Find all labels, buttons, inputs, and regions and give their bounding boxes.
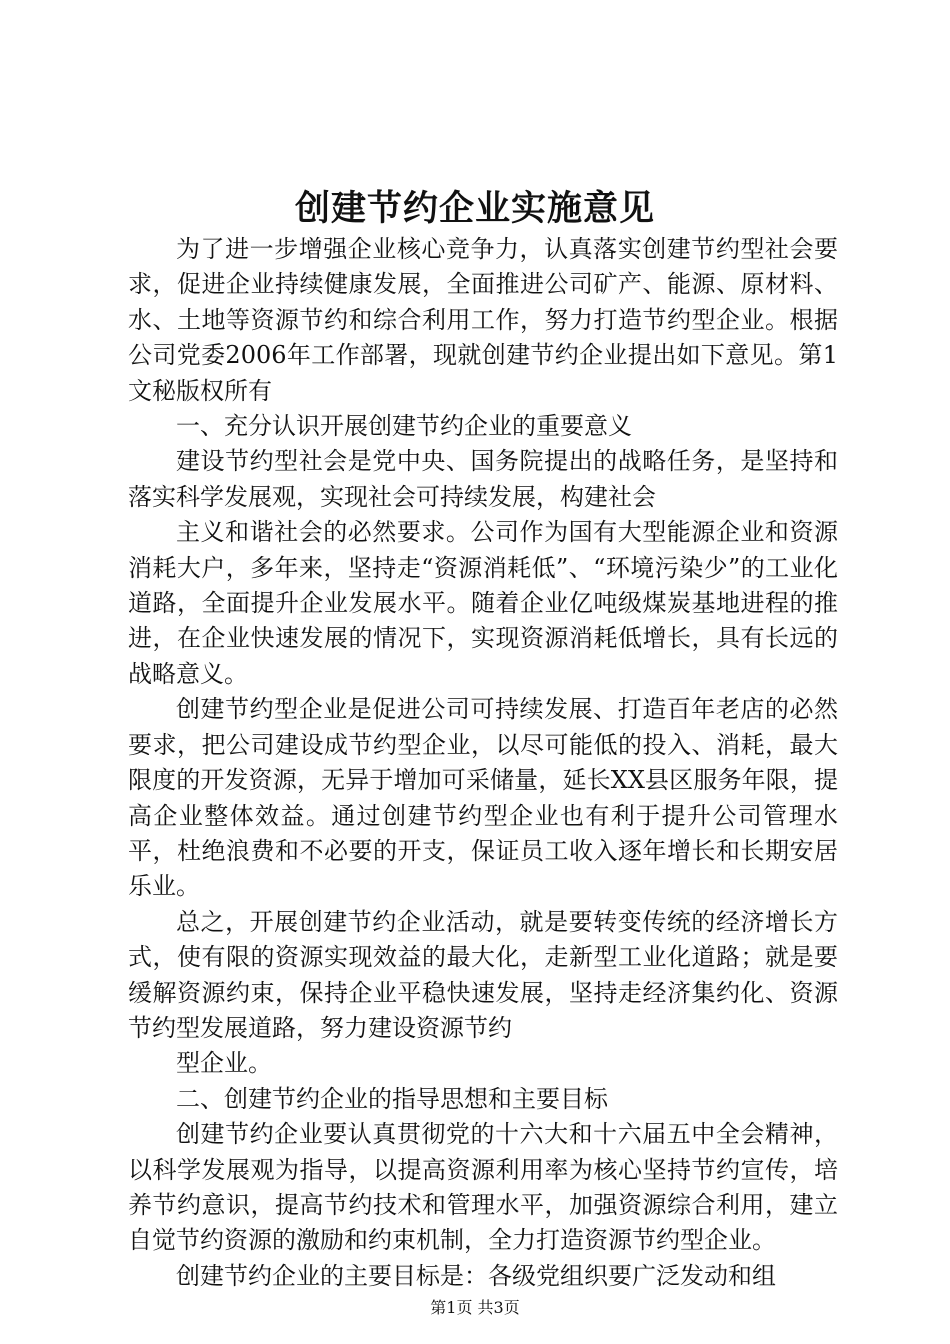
document-body	[128, 232, 838, 1294]
paragraph: 创建节约型企业是促进公司可持续发展、打造百年老店的必然要求，把公司建设成节约型企业，以尽可能低的投入、消耗，最大限度的开发资源，无异于增加可采储量，延长XX县区服务年限，提高企业整体效益。通过创建节约型企业也有利于提升公司管理水平，杜绝浪费和不必要的开支，保证员工收入逐年增长和长期安居乐业。	[128, 695, 838, 901]
paragraph: 型企业。	[176, 1049, 272, 1078]
paragraph: 为了进一步增强企业核心竞争力，认真落实创建节约型社会要求，促进企业持续健康发展，全面推进公司矿产、能源、原材料、水、土地等资源节约和综合利用工作，努力打造节约型企业。根据公司党委2006年工作部署，现就创建节约企业提出如下意见。第1文秘版权所有	[128, 235, 838, 405]
paragraph: 创建节约企业要认真贯彻党的十六大和十六届五中全会精神，以科学发展观为指导，以提高资源利用率为核心坚持节约宣传，培养节约意识，提高节约技术和管理水平，加强资源综合利用，建立自觉节约资源的激励和约束机制，全力打造资源节约型企业。	[128, 1120, 838, 1255]
paragraph: 创建节约企业的主要目标是：各级党组织要广泛发动和组	[176, 1261, 776, 1290]
paragraph: 主义和谐社会的必然要求。公司作为国有大型能源企业和资源消耗大户，多年来，坚持走“资源消耗低”、“环境污染少”的工业化道路，全面提升企业发展水平。随着企业亿吨级煤炭基地进程的推进，在企业快速发展的情况下，实现资源消耗低增长，具有长远的战略意义。	[128, 518, 838, 688]
page-title: 创建节约企业实施意见	[294, 188, 655, 229]
paragraph: 总之，开展创建节约企业活动，就是要转变传统的经济增长方式，使有限的资源实现效益的最大化，走新型工业化道路；就是要缓解资源约束，保持企业平稳快速发展，坚持走经济集约化、资源节约型发展道路，努力建设资源节约	[128, 907, 838, 1042]
section-heading: 二、创建节约企业的指导思想和主要目标	[176, 1084, 608, 1113]
page-footer: 第1页 共3页	[430, 1298, 520, 1317]
paragraph: 建设节约型社会是党中央、国务院提出的战略任务，是坚持和落实科学发展观，实现社会可持续发展，构建社会	[128, 447, 838, 511]
section-heading: 一、充分认识开展创建节约企业的重要意义	[176, 412, 632, 441]
